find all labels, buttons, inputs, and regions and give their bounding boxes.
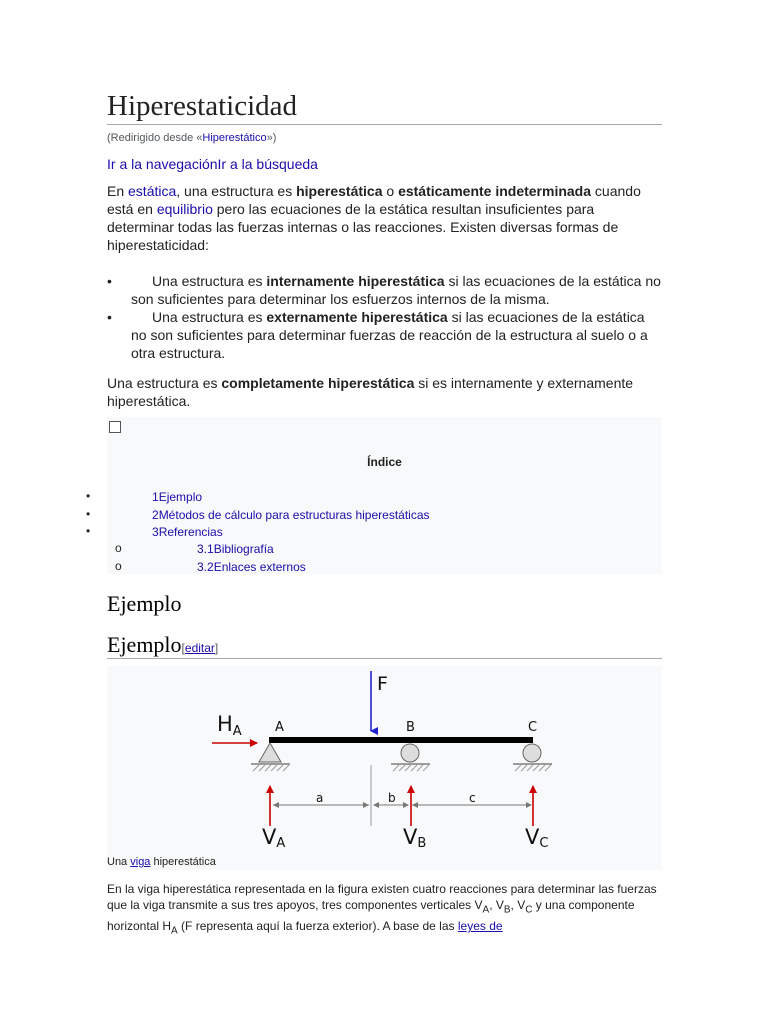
section-heading-ejemplo: Ejemplo[editar] xyxy=(107,632,219,657)
ha-label: HA xyxy=(217,712,242,739)
section-heading-plain: Ejemplo xyxy=(107,591,182,616)
support-b-roller xyxy=(401,744,419,762)
edit-section: [editar] xyxy=(181,641,219,655)
support-a-pin xyxy=(259,743,281,762)
dim-label-c: c xyxy=(469,791,476,805)
beam xyxy=(269,737,533,743)
support-c-roller xyxy=(523,744,541,762)
completely-paragraph: Una estructura es completamente hiperestática si es internamente y externamente hiperestática. xyxy=(107,375,634,409)
leyes-link[interactable]: leyes de xyxy=(457,919,503,934)
toc-item-ejemplo[interactable]: 1Ejemplo xyxy=(152,490,203,504)
toc-title: Índice xyxy=(367,455,402,469)
toc-item-enlaces-externos[interactable]: 3.2Enlaces externos xyxy=(197,560,306,574)
toc-item-bibliografia[interactable]: 3.1Bibliografía xyxy=(197,542,274,556)
figure-caption: Una viga hiperestática xyxy=(107,856,216,868)
dim-label-a: a xyxy=(316,791,324,805)
va-label: VA xyxy=(262,825,286,851)
support-label-b: B xyxy=(406,720,415,735)
redirect-link[interactable]: Hiperestático xyxy=(202,132,267,144)
vb-label: VB xyxy=(403,825,427,851)
support-label-c: C xyxy=(528,720,538,735)
list-item: • Una estructura es internamente hiperestática si las ecuaciones de la estática no son suficientes para determinar los esfuerzos internos de la misma. xyxy=(107,273,661,307)
dim-label-b: b xyxy=(388,791,396,805)
list-item: • Una estructura es externamente hiperestática si las ecuaciones de la estática no son suficientes para determinar fuerzas de reacción de la estructura al suelo o a otra estructura. xyxy=(107,309,648,361)
body-paragraph: En la viga hiperestática representada en la figura existen cuatro reacciones para determinar las fuerzas que la viga transmite a sus tres apoyos, tres componentes verticales $V_A$, $V_B$, $V_C$ y una componente horizontal $H_A$ (F representa aquí la fuerza exterior). A base de las leyes de xyxy=(107,882,657,937)
edit-link[interactable]: editar xyxy=(184,641,215,655)
equilibrio-link[interactable]: equilibrio xyxy=(156,201,213,217)
force-label: F xyxy=(377,673,388,695)
toc-item-referencias[interactable]: 3Referencias xyxy=(152,525,223,539)
jump-links[interactable]: Ir a la navegaciónIr a la búsqueda xyxy=(107,156,318,172)
vc-label: VC xyxy=(525,825,549,851)
viga-link[interactable]: viga xyxy=(130,856,151,868)
estatica-link[interactable]: estática xyxy=(128,183,177,199)
page-title: Hiperestaticidad xyxy=(107,88,662,125)
intro-paragraph: En estática, una estructura es hiperestática o estáticamente indeterminada cuando está en equilibrio pero las ecuaciones de la estática resultan insuficientes para determinar todas las fuerzas internas o las reacciones. Existen diversas formas de hiperestaticidad: xyxy=(107,183,641,253)
redirect-note: (Redirigido desde «Hiperestático») xyxy=(107,132,277,144)
toc-item-metodos[interactable]: 2Métodos de cálculo para estructuras hiperestáticas xyxy=(152,508,430,522)
support-label-a: A xyxy=(275,720,284,735)
